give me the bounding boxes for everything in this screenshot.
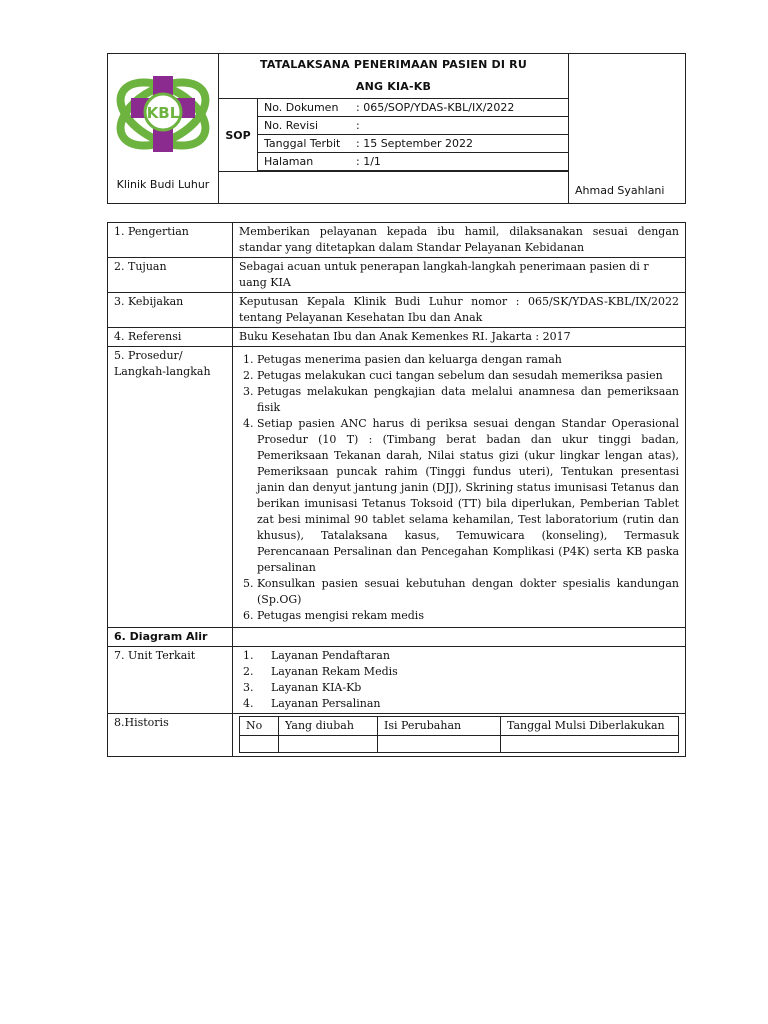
- unit-item: 4. Layanan Persalinan: [257, 696, 679, 712]
- procedure-list: [239, 352, 679, 624]
- header-blank-cell: [219, 172, 569, 204]
- row-diagram: [108, 628, 686, 647]
- label-referensi: 4. Referensi: [108, 328, 233, 347]
- signatory-cell: [569, 54, 686, 204]
- sop-label: SOP: [219, 99, 258, 172]
- title-line-1: TATALAKSANA PENERIMAAN PASIEN DI RU: [260, 58, 527, 71]
- label-unit: 7. Unit Terkait: [108, 647, 233, 714]
- row-kebijakan: [108, 293, 686, 328]
- meta-row-revisi: No. Revisi :: [258, 117, 568, 135]
- history-col-no: No: [240, 717, 279, 736]
- text-kebijakan: Keputusan Kepala Klinik Budi Luhur nomor : 065/SK/YDAS-KBL/IX/2022 tentang Pelayanan Kesehatan Ibu dan Anak: [233, 293, 686, 328]
- logo-cell: [108, 54, 219, 204]
- signatory-name: Ahmad Syahlani: [575, 184, 665, 197]
- history-col-yang-diubah: Yang diubah: [279, 717, 378, 736]
- procedure-step: 1. Petugas menerima pasien dan keluarga dengan ramah: [257, 352, 679, 368]
- text-pengertian: Memberikan pelayanan kepada ibu hamil, dilaksanakan sesuai dengan standar yang ditetapkan dalam Standar Pelayanan Kebidanan: [233, 223, 686, 258]
- procedure-step: 3. Petugas melakukan pengkajian data melalui anamnesa dan pemeriksaan fisik: [257, 384, 679, 416]
- logo-text: KBL: [146, 104, 180, 122]
- row-pengertian: [108, 223, 686, 258]
- procedure-step: 6. Petugas mengisi rekam medis: [257, 608, 679, 624]
- unit-item: 3. Layanan KIA-Kb: [257, 680, 679, 696]
- unit-cell: [233, 647, 686, 714]
- row-historis: [108, 714, 686, 757]
- history-cell: [233, 714, 686, 757]
- history-empty-row: [240, 736, 679, 753]
- unit-item: 2. Layanan Rekam Medis: [257, 664, 679, 680]
- meta-block: [258, 99, 569, 171]
- procedure-step: 5. Konsulkan pasien sesuai kebutuhan dengan dokter spesialis kandungan (Sp.OG): [257, 576, 679, 608]
- history-col-isi-perubahan: Isi Perubahan: [378, 717, 501, 736]
- unit-list: [239, 648, 679, 712]
- row-referensi: [108, 328, 686, 347]
- row-unit: [108, 647, 686, 714]
- meta-row-terbit: Tanggal Terbit : 15 September 2022: [258, 135, 568, 153]
- row-prosedur: [108, 347, 686, 628]
- meta-row-halaman: Halaman : 1/1: [258, 153, 568, 171]
- procedure-steps-cell: [233, 347, 686, 628]
- meta-row-dokumen: No. Dokumen : 065/SOP/YDAS-KBL/IX/2022: [258, 99, 568, 117]
- label-kebijakan: 3. Kebijakan: [108, 293, 233, 328]
- procedure-step: 2. Petugas melakukan cuci tangan sebelum dan sesudah memeriksa pasien: [257, 368, 679, 384]
- sop-title: [219, 54, 569, 99]
- diagram-cell: [233, 628, 686, 647]
- label-prosedur: 5. Prosedur/ Langkah-langkah: [108, 347, 233, 628]
- history-header-row: [240, 717, 679, 736]
- text-referensi: Buku Kesehatan Ibu dan Anak Kemenkes RI. Jakarta : 2017: [233, 328, 686, 347]
- label-diagram: 6. Diagram Alir: [108, 628, 233, 647]
- clinic-logo: [109, 62, 217, 172]
- sop-body-table: [107, 222, 686, 757]
- unit-item: 1. Layanan Pendaftaran: [257, 648, 679, 664]
- row-tujuan: [108, 258, 686, 293]
- label-tujuan: 2. Tujuan: [108, 258, 233, 293]
- title-line-2: ANG KIA-KB: [355, 80, 432, 93]
- procedure-step: 4. Setiap pasien ANC harus di periksa sesuai dengan Standar Operasional Prosedur (10 T) : (Timbang berat badan dan ukur tinggi badan, Pemeriksaan Tekanan darah, Nilai status gizi (ukur lingkar lengan atas), Pemeriksaan puncak rahim (Tinggi fundus uteri), Tentukan presentasi janin dan denyut jantung janin (DJJ), Skrining status imunisasi Tetanus dan berikan imunisasi Tetanus Toksoid (TT) bila diperlukan, Pemberian Tablet zat besi minimal 90 tablet selama kehamilan, Test laboratorium (rutin dan khusus), Tatalaksana kasus, Temuwicara (konseling), Termasuk Perencanaan Persalinan dan Pencegahan Komplikasi (P4K) serta KB paska persalinan: [257, 416, 679, 576]
- history-table: [239, 716, 679, 753]
- label-historis: 8.Historis: [108, 714, 233, 757]
- sop-header-table: [107, 53, 686, 204]
- label-pengertian: 1. Pengertian: [108, 223, 233, 258]
- history-col-tanggal: Tanggal Mulsi Diberlakukan: [501, 717, 679, 736]
- clinic-name: Klinik Budi Luhur: [116, 178, 210, 191]
- text-tujuan: Sebagai acuan untuk penerapan langkah-langkah penerimaan pasien di r uang KIA: [233, 258, 686, 293]
